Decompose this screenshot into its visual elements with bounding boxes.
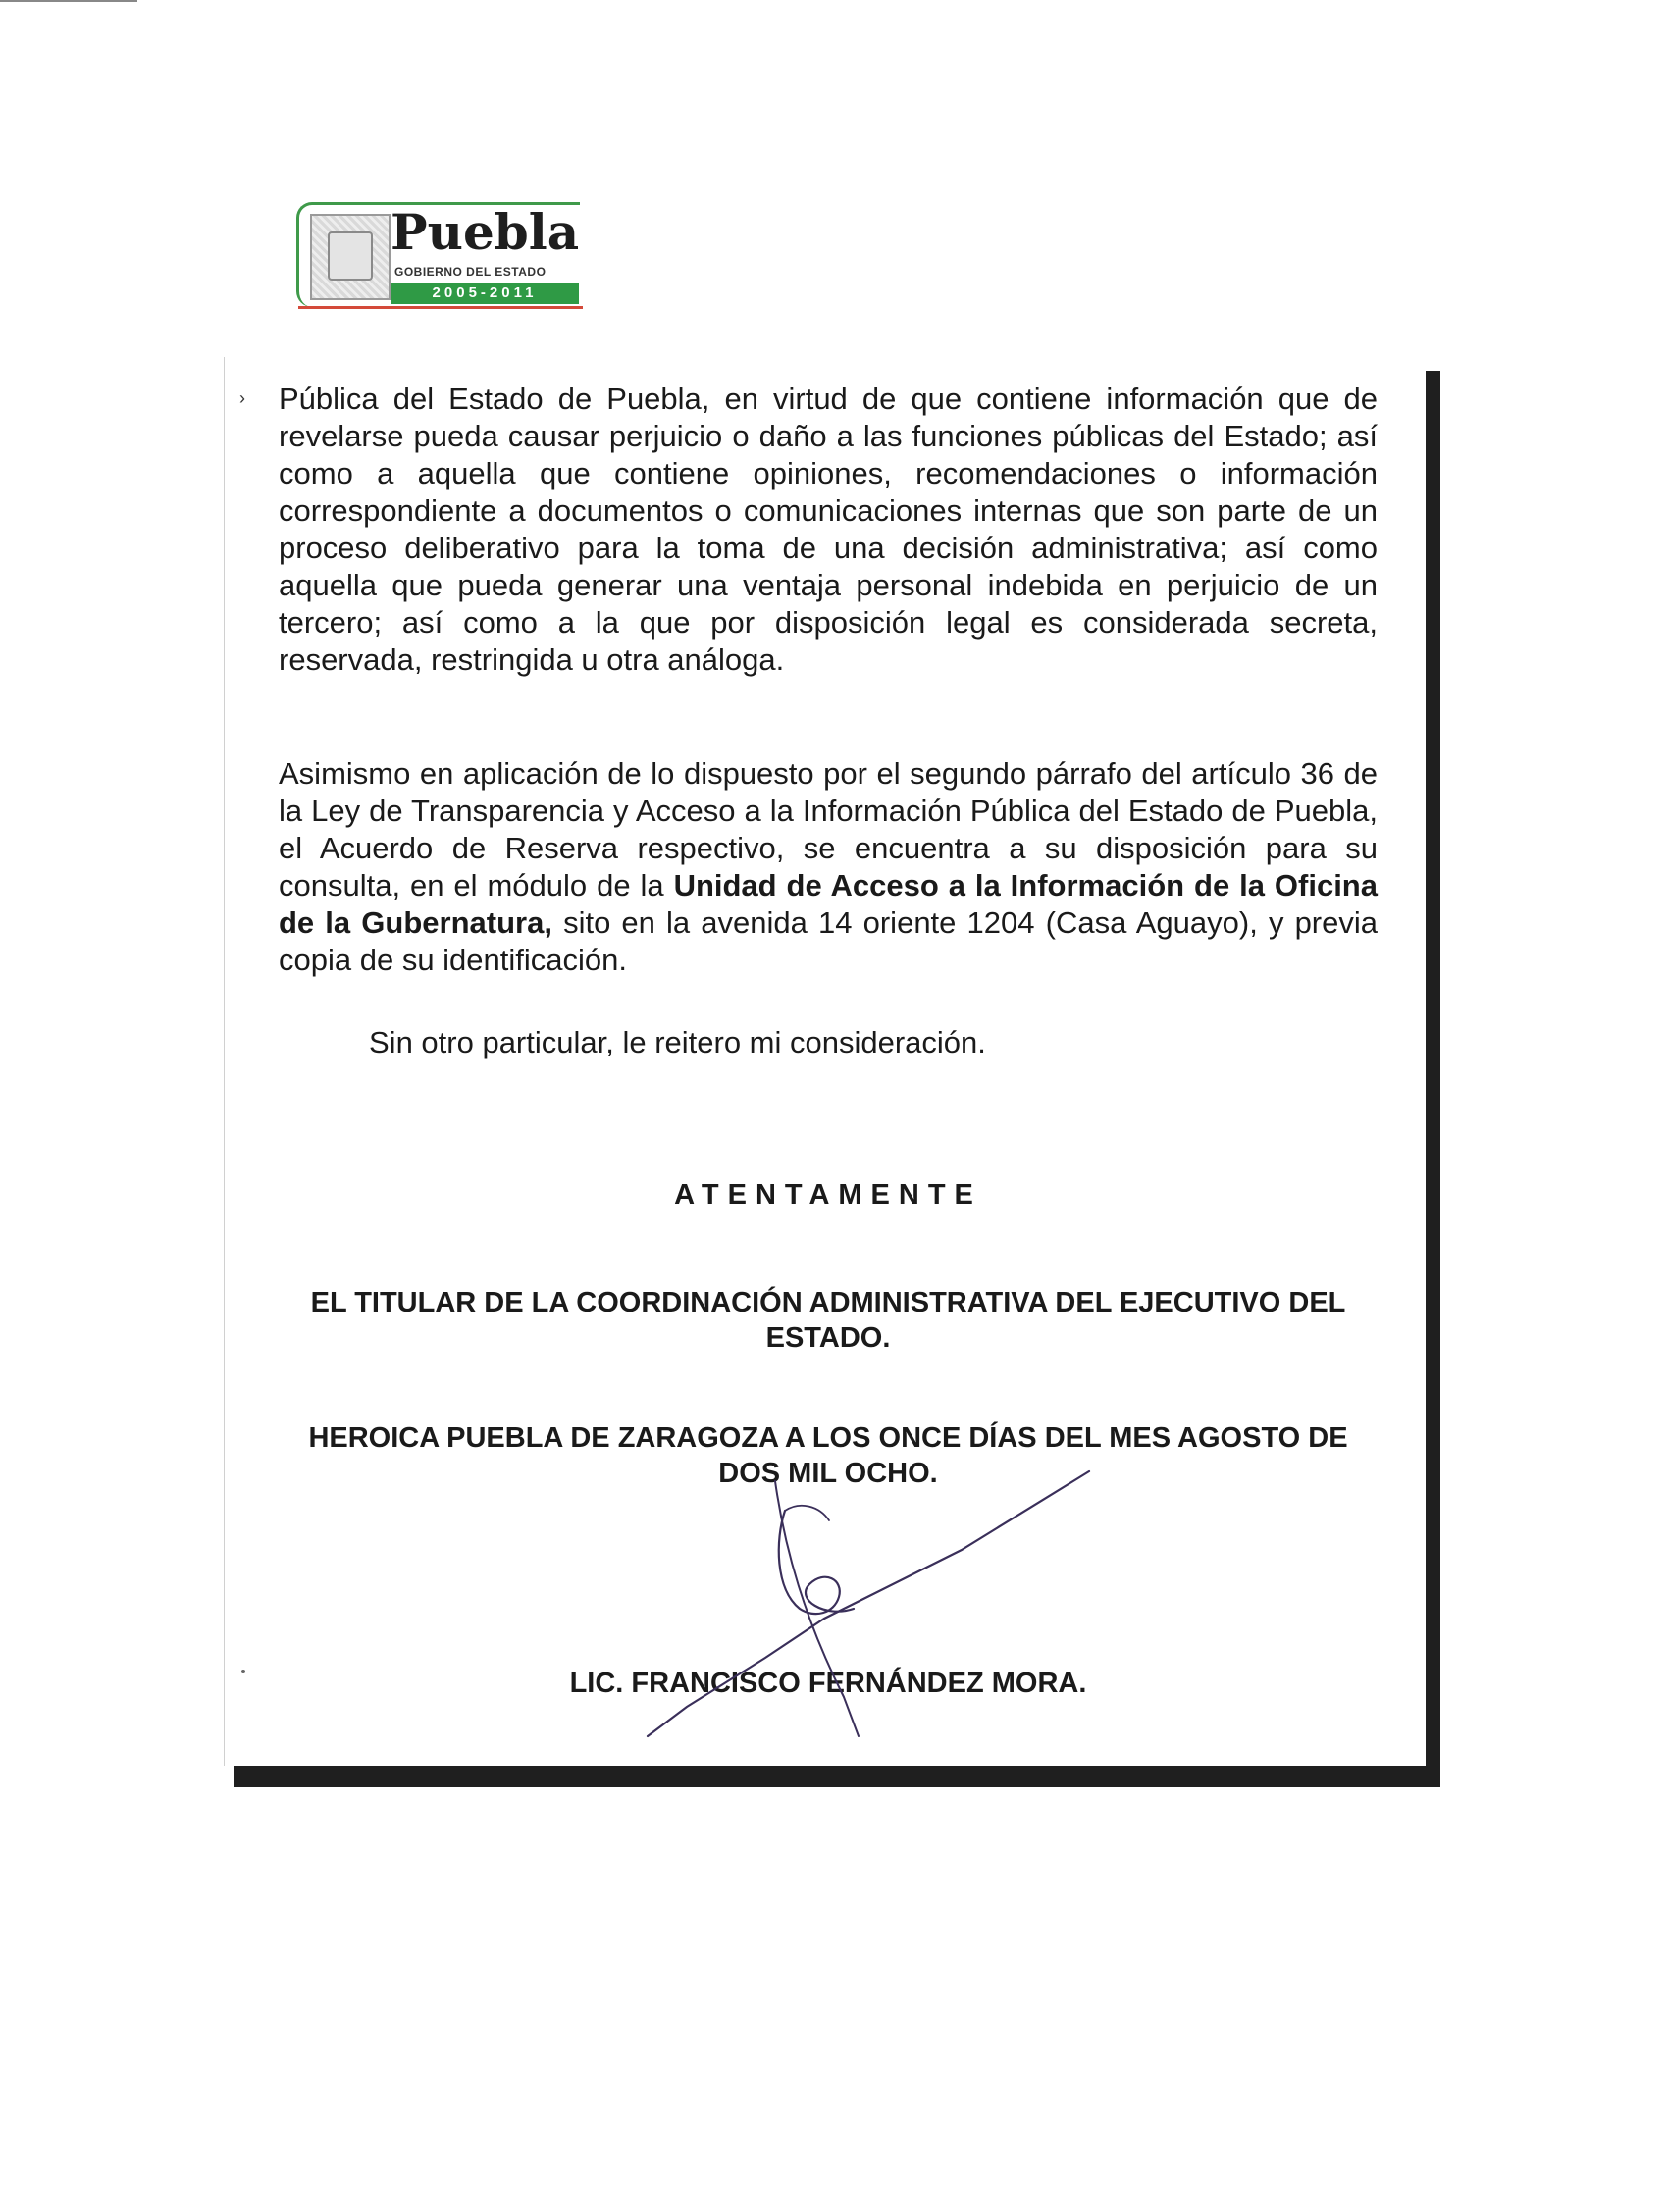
paragraph-2-text-b: sito en la avenida 14 oriente 1204 (Casa Aguayo), y previa copia de su identificación. bbox=[279, 905, 1378, 977]
logo-years: 2005-2011 bbox=[391, 283, 579, 304]
logo-name: Puebla bbox=[391, 203, 580, 261]
closing-line: Sin otro particular, le reitero mi consideración. bbox=[369, 1025, 986, 1059]
paragraph-2-bold: Unidad de Acceso a la Información de la Oficina de la Gubernatura, bbox=[279, 868, 1378, 940]
signer-name: LIC. FRANCISCO FERNÁNDEZ MORA. bbox=[569, 1668, 1087, 1699]
bullet-mark: › bbox=[239, 388, 245, 408]
logo-subtitle: GOBIERNO DEL ESTADO bbox=[394, 265, 547, 279]
state-seal-icon bbox=[310, 214, 391, 300]
salutation: ATENTAMENTE bbox=[674, 1179, 982, 1210]
paragraph-1: Pública del Estado de Puebla, en virtud de que contiene información que de revelarse pueda causar perjuicio o daño a las funciones públicas del Estado; así como a aquella que contiene opiniones, recomendaciones o información correspondiente a documentos o comunicaciones internas que son parte de un proceso deliberativo para la toma de una decisión administrativa; así como aquella que pueda generar una ventaja personal indebida en perjuicio de un tercero; así como a la que por disposición legal es considerada secreta, reservada, restringida u otra análoga. bbox=[279, 382, 1378, 677]
place-date: HEROICA PUEBLA DE ZARAGOZA A LOS ONCE DÍAS DEL MES AGOSTO DE DOS MIL OCHO. bbox=[308, 1422, 1348, 1489]
paragraph-2 bbox=[279, 755, 1378, 979]
puebla-government-logo bbox=[296, 202, 581, 308]
paragraph-2-text-a: Asimismo en aplicación de lo dispuesto por el segundo párrafo del artículo 36 de la Ley de Transparencia y Acceso a la Información Pública del Estado de Puebla, el Acuerdo de Reserva respectivo, se encuentra a su disposición para su consulta, en el módulo de la bbox=[279, 756, 1378, 902]
logo-underline bbox=[298, 306, 583, 309]
scan-edge-line bbox=[0, 0, 137, 2]
scan-speck bbox=[241, 1670, 245, 1673]
signer-title: EL TITULAR DE LA COORDINACIÓN ADMINISTRATIVA DEL EJECUTIVO DEL ESTADO. bbox=[310, 1287, 1346, 1354]
